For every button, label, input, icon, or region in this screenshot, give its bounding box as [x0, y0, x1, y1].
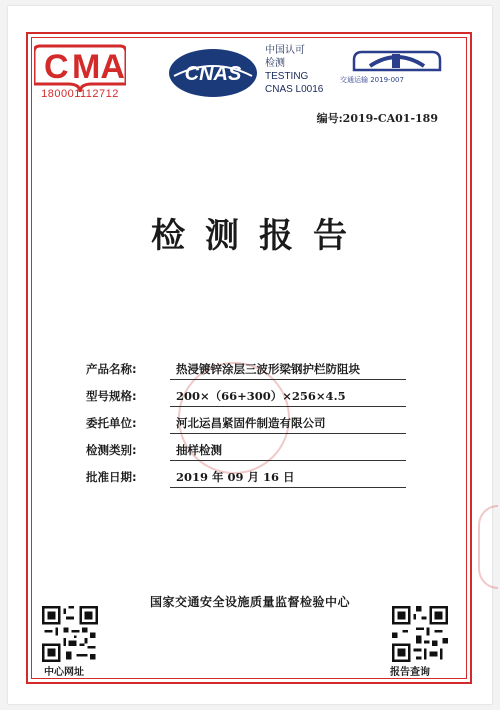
- red-border-inner: [31, 37, 467, 679]
- field-label: 批准日期:: [86, 470, 137, 484]
- right-logo-caption: 交通运输 2019-007: [340, 76, 404, 84]
- qr-label-website: 中心网址: [44, 667, 84, 678]
- field-value: 河北运昌紧固件制造有限公司: [176, 416, 326, 430]
- side-seal-stamp: [478, 505, 498, 589]
- field-label: 型号规格:: [86, 389, 137, 403]
- field-underline: [170, 406, 406, 407]
- issuing-center-name: 国家交通安全设施质量监督检验中心: [149, 595, 350, 609]
- field-row-approval-date: [86, 467, 406, 490]
- field-row-client: [86, 413, 406, 436]
- field-value: 热浸镀锌涂层三波形梁钢护栏防阻块: [176, 362, 360, 376]
- field-underline: [170, 433, 406, 434]
- qr-label-report-query: 报告查询: [390, 667, 430, 678]
- field-value: 抽样检测: [176, 443, 222, 457]
- svg-text:CNAS: CNAS: [184, 63, 242, 85]
- report-title: 检测报告: [151, 216, 367, 256]
- field-label: 检测类别:: [86, 443, 137, 457]
- report-serial-number: 编号:2019-CA01-189: [316, 112, 438, 125]
- qr-code-report-query-icon[interactable]: [392, 606, 448, 662]
- field-value: 2019 年 09 月 16 日: [176, 470, 295, 484]
- field-underline: [170, 460, 406, 461]
- report-fields: [86, 359, 406, 494]
- svg-text:MA: MA: [72, 48, 125, 86]
- cnas-logo-icon: [166, 46, 260, 100]
- field-underline: [170, 379, 406, 380]
- field-row-product-name: [86, 359, 406, 382]
- field-row-model-spec: [86, 386, 406, 409]
- field-row-test-type: [86, 440, 406, 463]
- field-label: 产品名称:: [86, 362, 137, 376]
- field-value: 200×（66+300）×256×4.5: [176, 389, 346, 403]
- svg-text:C: C: [44, 48, 69, 86]
- cnas-accreditation-text: 中国认可 检测 TESTING CNAS L0016: [265, 45, 324, 95]
- cma-code: 180001112712: [41, 88, 119, 100]
- qr-code-website-icon[interactable]: [42, 606, 98, 662]
- field-underline: [170, 487, 406, 488]
- field-label: 委托单位:: [86, 416, 137, 430]
